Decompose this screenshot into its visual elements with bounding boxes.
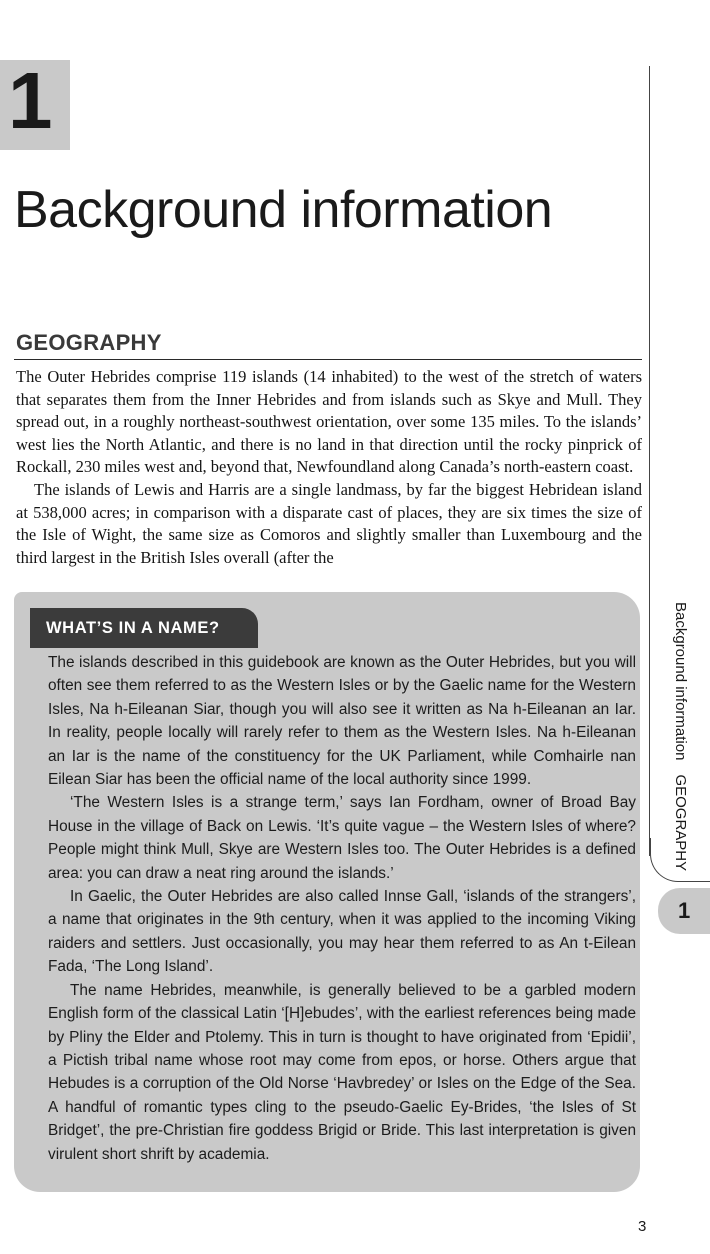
box-paragraph (48, 979, 636, 1166)
box-paragraph (48, 651, 636, 791)
sidebar-box-title: WHAT’S IN A NAME? (46, 619, 220, 637)
chapter-number: 1 (8, 56, 53, 145)
running-header-title: Background information (672, 602, 689, 761)
chapter-title: Background information (14, 181, 553, 239)
running-header-section: GEOGRAPHY (672, 774, 689, 872)
body-paragraph: The islands of Lewis and Harris are a single landmass, by far the biggest Hebridean island at 538,000 acres; in comparison with a disparate cast of places, they are six times the size of the Isle of Wight, the same size as Comoros and slightly smaller than Luxembourg and the third largest in the British Isles overall (after the (16, 479, 642, 567)
box-paragraph (48, 791, 636, 885)
box-paragraph-text: In Gaelic, the Outer Hebrides are also called Innse Gall, ‘islands of the strangers’, a name that originates in the 9th century, when it was applied to the incoming Viking raiders and settlers. Just occasionally, you may hear them referred to as An t-Eilean Fada, ‘The Long Island’. (48, 888, 636, 976)
body-paragraph: The Outer Hebrides comprise 119 islands (14 inhabited) to the west of the stretch of waters that separates them from the Inner Hebrides and from islands such as Skye and Mull. They spread out, in a roughly northeast-southwest orientation, over some 135 miles. To the islands’ west lies the North Atlantic, and there is no land in that direction until the rocky pinprick of Rockall, 230 miles west and, beyond that, Newfoundland along Canada’s north-eastern coast. (16, 367, 642, 477)
page-number: 3 (638, 1218, 647, 1235)
body-text (16, 366, 642, 569)
margin-rule (649, 66, 650, 856)
section-divider (14, 359, 642, 360)
running-header (668, 602, 692, 872)
box-paragraph-text: The islands described in this guidebook are known as the Outer Hebrides, but you will often see them referred to as the Western Isles or by the Gaelic name for the Western Isles, Na h-Eileanan Siar, though you will also see it written as Na h-Eileanan an Iar. In reality, people locally will rarely refer to them as the Western Isles. Na h-Eileanan an Iar is the name of the constituency for the UK Parliament, while Comhairle nan Eilean Siar has been the official name of the local authority since 1999. (48, 654, 636, 789)
sidebar-box-text (48, 651, 636, 1166)
box-paragraph-text: ‘The Western Isles is a strange term,’ says Ian Fordham, owner of Broad Bay House in the village of Back on Lewis. ‘It’s quite vague – the Western Isles of where? People might think Mull, Skye are Western Isles too. The Outer Hebrides is a defined area: you can draw a neat ring around the islands.’ (48, 794, 636, 882)
chapter-thumb-tab-number: 1 (678, 898, 691, 923)
box-paragraph-text: The name Hebrides, meanwhile, is generally believed to be a garbled modern English form of the classical Latin ‘[H]ebudes’, with the earliest references being made by Pliny the Elder and Ptolemy. This in turn is thought to have originated from ‘Epidii’, a Pictish tribal name whose root may come from epos, or horse. Others argue that Hebudes is a corruption of the Old Norse ‘Havbredey’ or Isles on the Edge of the Sea. A handful of romantic types cling to the pseudo-Gaelic Ey-Brides, ‘the Isles of St Bridget’, the pre-Christian fire goddess Brigid or Bride. This last interpretation is given virulent short shrift by academia. (48, 981, 636, 1163)
box-paragraph (48, 885, 636, 979)
section-heading: GEOGRAPHY (16, 330, 162, 355)
